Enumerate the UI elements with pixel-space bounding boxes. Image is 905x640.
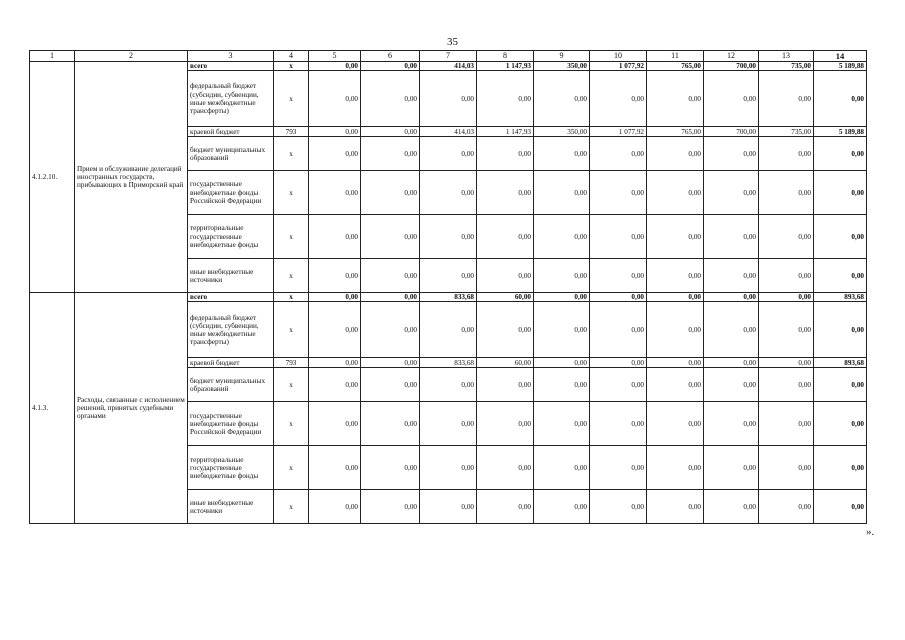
value-cell: 0,00 bbox=[420, 215, 477, 259]
value-cell: 0,00 bbox=[361, 302, 420, 358]
value-cell: 0,00 bbox=[534, 446, 590, 490]
column-number: 2 bbox=[75, 51, 188, 62]
value-cell: 0,00 bbox=[647, 71, 704, 127]
value-cell: 0,00 bbox=[309, 358, 361, 368]
value-cell: 1 147,93 bbox=[477, 62, 534, 71]
value-cell: 0,00 bbox=[477, 259, 534, 293]
value-cell: 0,00 bbox=[534, 490, 590, 524]
value-cell: 0,00 bbox=[420, 137, 477, 171]
column-number: 14 bbox=[814, 51, 867, 62]
column-number: 4 bbox=[274, 51, 309, 62]
section-code: 4.1.3. bbox=[30, 293, 75, 524]
value-cell: 0,00 bbox=[759, 259, 814, 293]
value-cell: 0,00 bbox=[534, 171, 590, 215]
value-cell: 0,00 bbox=[590, 368, 647, 402]
column-number: 10 bbox=[590, 51, 647, 62]
budget-code-cell: x bbox=[274, 368, 309, 402]
value-cell: 0,00 bbox=[590, 259, 647, 293]
value-cell: 0,00 bbox=[704, 293, 759, 302]
funding-source: краевой бюджет bbox=[188, 358, 274, 368]
value-cell: 0,00 bbox=[361, 490, 420, 524]
column-number: 9 bbox=[534, 51, 590, 62]
value-cell: 0,00 bbox=[704, 171, 759, 215]
value-cell: 0,00 bbox=[477, 302, 534, 358]
total-value-cell: 893,68 bbox=[814, 293, 867, 302]
total-value-cell: 0,00 bbox=[814, 490, 867, 524]
column-number: 8 bbox=[477, 51, 534, 62]
value-cell: 0,00 bbox=[647, 302, 704, 358]
funding-source: всего bbox=[188, 293, 274, 302]
budget-code-cell: x bbox=[274, 171, 309, 215]
value-cell: 0,00 bbox=[647, 402, 704, 446]
value-cell: 0,00 bbox=[759, 446, 814, 490]
value-cell: 60,00 bbox=[477, 358, 534, 368]
section-name: Расходы, связанные с исполнением решений, принятых судебными органами bbox=[75, 293, 188, 524]
value-cell: 0,00 bbox=[309, 490, 361, 524]
column-number: 13 bbox=[759, 51, 814, 62]
value-cell: 765,00 bbox=[647, 62, 704, 71]
value-cell: 0,00 bbox=[309, 137, 361, 171]
value-cell: 0,00 bbox=[477, 368, 534, 402]
value-cell: 0,00 bbox=[309, 302, 361, 358]
value-cell: 0,00 bbox=[420, 302, 477, 358]
total-value-cell: 893,68 bbox=[814, 358, 867, 368]
value-cell: 700,00 bbox=[704, 62, 759, 71]
value-cell: 0,00 bbox=[309, 259, 361, 293]
page-number: 35 bbox=[447, 36, 458, 48]
value-cell: 0,00 bbox=[704, 490, 759, 524]
value-cell: 0,00 bbox=[704, 302, 759, 358]
value-cell: 0,00 bbox=[420, 71, 477, 127]
value-cell: 0,00 bbox=[759, 215, 814, 259]
value-cell: 0,00 bbox=[309, 215, 361, 259]
budget-code-cell: x bbox=[274, 446, 309, 490]
value-cell: 0,00 bbox=[590, 137, 647, 171]
value-cell: 0,00 bbox=[420, 402, 477, 446]
funding-source: территориальные государственные внебюджетные фонды bbox=[188, 215, 274, 259]
value-cell: 0,00 bbox=[420, 368, 477, 402]
value-cell: 414,03 bbox=[420, 127, 477, 137]
value-cell: 0,00 bbox=[590, 358, 647, 368]
value-cell: 0,00 bbox=[361, 259, 420, 293]
value-cell: 0,00 bbox=[759, 171, 814, 215]
value-cell: 0,00 bbox=[420, 259, 477, 293]
value-cell: 0,00 bbox=[647, 368, 704, 402]
closing-quote: ». bbox=[866, 526, 875, 538]
value-cell: 0,00 bbox=[309, 293, 361, 302]
value-cell: 0,00 bbox=[477, 446, 534, 490]
funding-source: всего bbox=[188, 62, 274, 71]
funding-source: государственные внебюджетные фонды Российской Федерации bbox=[188, 171, 274, 215]
value-cell: 0,00 bbox=[759, 293, 814, 302]
value-cell: 765,00 bbox=[647, 127, 704, 137]
value-cell: 0,00 bbox=[759, 71, 814, 127]
value-cell: 0,00 bbox=[590, 293, 647, 302]
value-cell: 833,68 bbox=[420, 358, 477, 368]
value-cell: 0,00 bbox=[309, 62, 361, 71]
total-value-cell: 0,00 bbox=[814, 259, 867, 293]
total-value-cell: 0,00 bbox=[814, 302, 867, 358]
budget-code-cell: x bbox=[274, 137, 309, 171]
value-cell: 0,00 bbox=[361, 402, 420, 446]
value-cell: 0,00 bbox=[704, 137, 759, 171]
total-value-cell: 0,00 bbox=[814, 446, 867, 490]
value-cell: 833,68 bbox=[420, 293, 477, 302]
value-cell: 0,00 bbox=[361, 215, 420, 259]
budget-code-cell: 793 bbox=[274, 127, 309, 137]
total-value-cell: 0,00 bbox=[814, 171, 867, 215]
column-number-row bbox=[30, 51, 867, 62]
budget-code-cell: x bbox=[274, 259, 309, 293]
value-cell: 0,00 bbox=[704, 71, 759, 127]
section-code: 4.1.2.10. bbox=[30, 62, 75, 293]
budget-table bbox=[29, 50, 867, 524]
budget-code-cell: x bbox=[274, 215, 309, 259]
value-cell: 0,00 bbox=[477, 71, 534, 127]
column-number: 12 bbox=[704, 51, 759, 62]
value-cell: 0,00 bbox=[759, 490, 814, 524]
funding-source: бюджет муниципальных образований bbox=[188, 368, 274, 402]
value-cell: 0,00 bbox=[704, 368, 759, 402]
value-cell: 0,00 bbox=[309, 127, 361, 137]
value-cell: 0,00 bbox=[361, 368, 420, 402]
value-cell: 700,00 bbox=[704, 127, 759, 137]
value-cell: 350,00 bbox=[534, 62, 590, 71]
value-cell: 1 077,92 bbox=[590, 62, 647, 71]
value-cell: 414,03 bbox=[420, 62, 477, 71]
value-cell: 0,00 bbox=[759, 302, 814, 358]
column-number: 6 bbox=[361, 51, 420, 62]
total-value-cell: 5 189,88 bbox=[814, 127, 867, 137]
value-cell: 0,00 bbox=[759, 402, 814, 446]
value-cell: 0,00 bbox=[647, 293, 704, 302]
budget-code-cell: x bbox=[274, 302, 309, 358]
value-cell: 0,00 bbox=[309, 171, 361, 215]
value-cell: 0,00 bbox=[759, 137, 814, 171]
value-cell: 0,00 bbox=[361, 358, 420, 368]
value-cell: 0,00 bbox=[534, 358, 590, 368]
total-value-cell: 0,00 bbox=[814, 215, 867, 259]
value-cell: 350,00 bbox=[534, 127, 590, 137]
value-cell: 0,00 bbox=[534, 215, 590, 259]
section-name: Прием и обслуживание делегаций иностранных государств, прибывающих в Приморский край bbox=[75, 62, 188, 293]
value-cell: 0,00 bbox=[420, 171, 477, 215]
value-cell: 0,00 bbox=[647, 358, 704, 368]
funding-source: федеральный бюджет (субсидии, субвенции, иные межбюджетные трансферты) bbox=[188, 71, 274, 127]
column-number: 5 bbox=[309, 51, 361, 62]
funding-source: бюджет муниципальных образований bbox=[188, 137, 274, 171]
value-cell: 0,00 bbox=[309, 402, 361, 446]
value-cell: 0,00 bbox=[704, 215, 759, 259]
value-cell: 0,00 bbox=[477, 490, 534, 524]
value-cell: 0,00 bbox=[361, 171, 420, 215]
value-cell: 0,00 bbox=[361, 127, 420, 137]
value-cell: 0,00 bbox=[704, 259, 759, 293]
funding-source: иные внебюджетные источники bbox=[188, 490, 274, 524]
value-cell: 0,00 bbox=[361, 137, 420, 171]
value-cell: 60,00 bbox=[477, 293, 534, 302]
budget-code-cell: x bbox=[274, 490, 309, 524]
column-number: 3 bbox=[188, 51, 274, 62]
value-cell: 0,00 bbox=[309, 71, 361, 127]
value-cell: 0,00 bbox=[361, 71, 420, 127]
value-cell: 735,00 bbox=[759, 62, 814, 71]
funding-source: государственные внебюджетные фонды Российской Федерации bbox=[188, 402, 274, 446]
value-cell: 1 147,93 bbox=[477, 127, 534, 137]
value-cell: 0,00 bbox=[647, 490, 704, 524]
value-cell: 0,00 bbox=[704, 402, 759, 446]
value-cell: 735,00 bbox=[759, 127, 814, 137]
value-cell: 0,00 bbox=[759, 358, 814, 368]
funding-source: территориальные государственные внебюджетные фонды bbox=[188, 446, 274, 490]
value-cell: 0,00 bbox=[590, 490, 647, 524]
column-number: 7 bbox=[420, 51, 477, 62]
value-cell: 0,00 bbox=[704, 358, 759, 368]
value-cell: 0,00 bbox=[647, 446, 704, 490]
value-cell: 0,00 bbox=[534, 71, 590, 127]
funding-source: иные внебюджетные источники bbox=[188, 259, 274, 293]
value-cell: 0,00 bbox=[477, 171, 534, 215]
column-number: 1 bbox=[30, 51, 75, 62]
value-cell: 0,00 bbox=[361, 62, 420, 71]
budget-code-cell: 793 bbox=[274, 358, 309, 368]
value-cell: 0,00 bbox=[590, 302, 647, 358]
total-value-cell: 0,00 bbox=[814, 71, 867, 127]
column-number: 11 bbox=[647, 51, 704, 62]
total-value-cell: 5 189,88 bbox=[814, 62, 867, 71]
funding-source: федеральный бюджет (субсидии, субвенции, иные межбюджетные трансферты) bbox=[188, 302, 274, 358]
value-cell: 0,00 bbox=[477, 215, 534, 259]
value-cell: 0,00 bbox=[477, 137, 534, 171]
table-row bbox=[30, 293, 867, 302]
value-cell: 0,00 bbox=[704, 446, 759, 490]
value-cell: 1 077,92 bbox=[590, 127, 647, 137]
budget-code-cell: x bbox=[274, 293, 309, 302]
value-cell: 0,00 bbox=[590, 71, 647, 127]
total-value-cell: 0,00 bbox=[814, 137, 867, 171]
value-cell: 0,00 bbox=[361, 446, 420, 490]
value-cell: 0,00 bbox=[420, 446, 477, 490]
value-cell: 0,00 bbox=[534, 368, 590, 402]
total-value-cell: 0,00 bbox=[814, 402, 867, 446]
value-cell: 0,00 bbox=[759, 368, 814, 402]
value-cell: 0,00 bbox=[309, 368, 361, 402]
value-cell: 0,00 bbox=[309, 446, 361, 490]
value-cell: 0,00 bbox=[647, 137, 704, 171]
value-cell: 0,00 bbox=[647, 259, 704, 293]
value-cell: 0,00 bbox=[647, 215, 704, 259]
value-cell: 0,00 bbox=[534, 259, 590, 293]
value-cell: 0,00 bbox=[590, 215, 647, 259]
value-cell: 0,00 bbox=[420, 490, 477, 524]
value-cell: 0,00 bbox=[647, 171, 704, 215]
budget-code-cell: x bbox=[274, 71, 309, 127]
total-value-cell: 0,00 bbox=[814, 368, 867, 402]
value-cell: 0,00 bbox=[534, 302, 590, 358]
funding-source: краевой бюджет bbox=[188, 127, 274, 137]
value-cell: 0,00 bbox=[534, 293, 590, 302]
table-row bbox=[30, 62, 867, 71]
value-cell: 0,00 bbox=[590, 171, 647, 215]
value-cell: 0,00 bbox=[534, 137, 590, 171]
value-cell: 0,00 bbox=[361, 293, 420, 302]
value-cell: 0,00 bbox=[590, 402, 647, 446]
budget-code-cell: x bbox=[274, 402, 309, 446]
value-cell: 0,00 bbox=[477, 402, 534, 446]
value-cell: 0,00 bbox=[590, 446, 647, 490]
budget-code-cell: x bbox=[274, 62, 309, 71]
value-cell: 0,00 bbox=[534, 402, 590, 446]
